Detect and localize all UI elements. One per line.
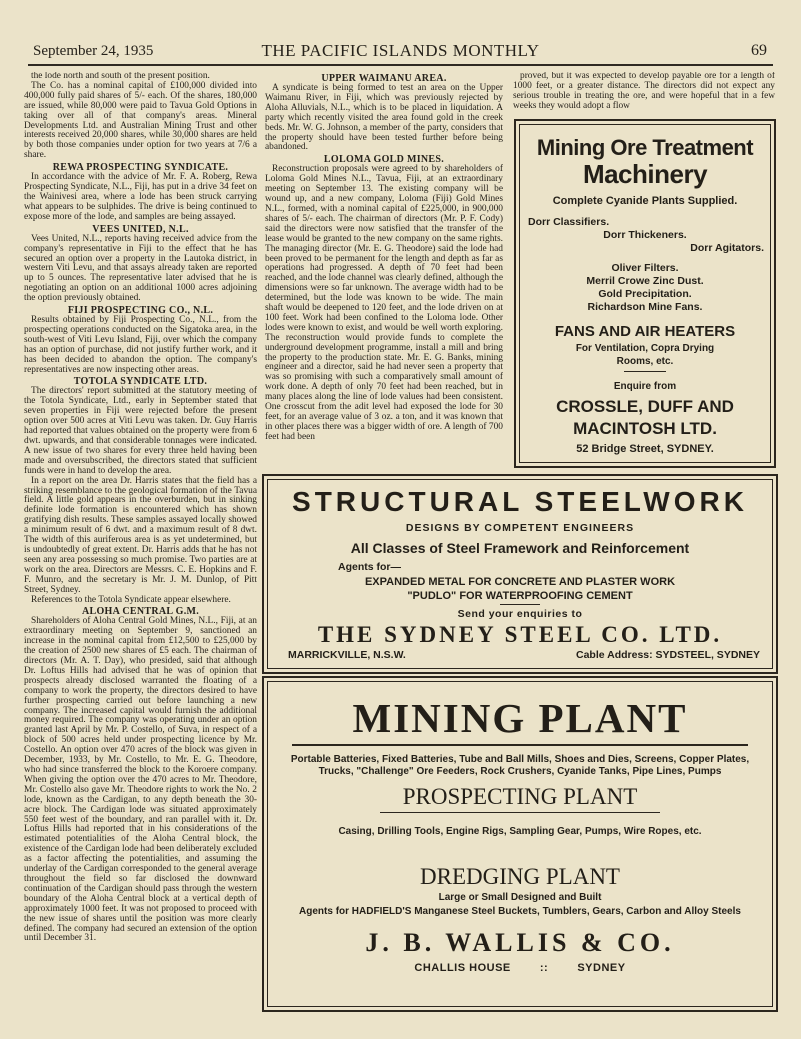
advert-company: CROSSLE, DUFF AND <box>556 397 734 416</box>
advert-heading: Mining Ore Treatment <box>536 135 754 160</box>
advert-heading: DREDGING PLANT <box>420 864 620 889</box>
article-paragraph: Reconstruction proposals were agreed to by shareholders of Loloma Gold Mines N.L., Tavua, Fiji, at an extraordinary meeting on September 13. The existing company will be wound up, and a new company, Loloma (Fiji) Gold Mines N.L., formed, with a nominal capital of £225,000, in 900,000 shares of 5/- each. The chairman of directors (Mr. P. F. Cody) said the directors were now satisfied that the transfer of the lease would be granted to the new company on the same rights. The managing director (Mr. E. G. Theodore) said the lode had been proved to be permanent for the length and depth as far as operations had progressed. A depth of 70 feet had been reached, and the lode channel was clearly defined, although the dimensions were so far unknown. The average width had to be determined, but the lode was known to be wide. The main shaft would be deepened to 120 feet, and the lode driven on at 100 feet. Work had been confined to the Loloma lode. Other lodes were known to exist, and would be well worth exploring. The reconstruction would provide funds to complete the underground development programme, install a mill and bring the property to the production state. Mr. E. G. Banks, mining engineer and a director, said he had never seen a property that was so promising with such a comparatively small amount of work done. A depth of only 70 feet had been reached, but in many places along the line of lode values had been consistent. One crosscut from the adit level had exposed the lode for 30 feet, for an average value of 3 oz. a ton, and it was known that in other places there was a bigger width of ore. A length of 700 feet had been <box>265 164 503 442</box>
journal-title: THE PACIFIC ISLANDS MONTHLY <box>261 41 540 60</box>
article-paragraph: Vees United, N.L., reports having received advice from the company's representative in Fiji to the effect that he has secured an option over a property in the Lautoka district, in western Viti Levu, and that assays already taken are reported up to 5 ounces. The representative later advised that he is negotiating an option on an additional 1000 acres adjoining the option previously obtained. <box>24 233 257 304</box>
advert-text: Large or Small Designed and Built <box>438 892 602 903</box>
advert-crossle-duff <box>514 119 776 468</box>
article-paragraph: Results obtained by Fiji Prospecting Co., N.L., from the prospecting operations conducted on the Sigatoka area, in the south-west of Viti Levu Island, Fiji, over which the company has an option of purchase, did not justify further work, and it has been decided to abandon the option. The company's representatives are now inspecting other areas. <box>24 315 257 375</box>
advert-item: Oliver Filters. <box>611 262 679 274</box>
advert-text: Agents for— <box>338 561 401 573</box>
issue-date: September 24, 1935 <box>33 43 154 59</box>
advert-heading: Machinery <box>582 159 708 189</box>
advert-text: Casing, Drilling Tools, Engine Rigs, Sampling Gear, Pumps, Wire Ropes, etc. <box>338 826 702 837</box>
advert-item: Dorr Agitators. <box>690 242 764 254</box>
advert-item: Dorr Classifiers. <box>528 216 610 228</box>
advert-subheading: Complete Cyanide Plants Supplied. <box>552 195 738 207</box>
advert-address <box>264 962 776 974</box>
advert-text: "PUDLO" FOR WATERPROOFING CEMENT <box>407 590 633 602</box>
advert-heading: PROSPECTING PLANT <box>402 784 638 809</box>
advert-heading: FANS AND AIR HEATERS <box>554 323 736 340</box>
article-heading: UPPER WAIMANU AREA. <box>321 73 447 84</box>
article-heading: ALOHA CENTRAL G.M. <box>81 606 200 618</box>
advert-divider <box>624 371 666 372</box>
advert-text: Send your enquiries to <box>457 608 583 620</box>
advert-heading: STRUCTURAL STEELWORK <box>292 486 748 517</box>
advert-heading: MINING PLANT <box>352 695 688 741</box>
advert-item: Richardson Mine Fans. <box>587 301 703 313</box>
article-paragraph: In accordance with the advice of Mr. F. A. Roberg, Rewa Prospecting Syndicate, N.L., Fiji, has put in a drive 34 feet on the Wainivesi area, where a lode has been struck carrying what appears to be sulphides. The drive is being continued to expose more of the lode, and samples are being assayed. <box>24 172 257 222</box>
article-heading: LOLOMA GOLD MINES. <box>323 154 445 166</box>
advert-cable-address: Cable Address: SYDSTEEL, SYDNEY <box>576 649 760 661</box>
advert-text: Portable Batteries, Fixed Batteries, Tube and Ball Mills, Shoes and Dies, Screens, Copper Plates, Trucks, "Challenge" Ore Feeders, Rock Crushers, Cyanide Tanks, Pipe Lines, Pumps <box>290 754 750 777</box>
advert-city: SYDNEY <box>577 962 626 974</box>
advert-text: All Classes of Steel Framework and Reinforcement <box>350 540 690 556</box>
column-left <box>24 72 257 1024</box>
advert-text: Rooms, etc. <box>616 356 674 367</box>
advert-divider <box>380 812 660 813</box>
advert-text: EXPANDED METAL FOR CONCRETE AND PLASTER WORK <box>364 576 676 588</box>
advert-text: Enquire from <box>613 381 677 392</box>
column-right <box>513 72 775 120</box>
article-paragraph: The directors' report submitted at the statutory meeting of the Totola Syndicate, Ltd., early in September stated that seven properties in Fiji were rejected before the present option over 500 acres at Viti Levu was taken. Dr. Guy Harris had reported that values obtained on the property were from 6 dwt. upwards, and that considerable tonnages were indicated. A new issue of two shares for every three held having been made and oversubscribed, the directors stated that sufficient funds were in hand to develop the area. <box>24 386 257 476</box>
article-paragraph: References to the Totola Syndicate appear elsewhere. <box>31 594 231 605</box>
article-paragraph: The Co. has a nominal capital of £100,000 divided into 400,000 fully paid shares of 5/- each. Of the shares, 180,000 are issued, while 80,000 were paid to Tavua Gold Options in taking over all of that company's areas. Mineral Developments Ltd. and Australian Mining Trust and other interests received 20,000 shares, while 30,000 shares are held by both those companies under option for two years at 7/6 a share. <box>24 80 257 161</box>
advert-subheading: DESIGNS BY COMPETENT ENGINEERS <box>405 522 635 534</box>
article-paragraph: proved, but it was expected to develop payable ore for a length of 1000 feet, or a greater distance. The directors did not expect any serious trouble in treating the ore, and were hopeful that in a few weeks they would adopt a flow <box>513 72 775 111</box>
article-paragraph: In a report on the area Dr. Harris states that the field has a striking resemblance to the geological formation of the Tavua field. A little gold appears in the overburden, but in sinking definite lode formation is encountered which has shown gratifying dish results. These samples assayed locally showed a minimum result of 6 dwt. and a maximum result of 8 dwt. The width of this auriferous area is as yet undetermined, but is undoubtedly of great extent. Dr. Harris adds that he has not seen any area possessing so much promise. Two parties are at work on the area. Directors are Messrs. C. E. Hopkins and F. F. Munro, and the secretary is Mr. J. M. Dunlop, of Pitt Street, Sydney. <box>24 475 257 595</box>
advert-item: Merril Crowe Zinc Dust. <box>586 275 704 287</box>
advert-company: MACINTOSH LTD. <box>573 419 717 438</box>
advert-address: 52 Bridge Street, SYDNEY. <box>576 443 714 455</box>
page-number: 69 <box>751 42 767 59</box>
advert-company: J. B. WALLIS & CO. <box>365 928 675 957</box>
advert-company: THE SYDNEY STEEL CO. LTD. <box>317 622 723 647</box>
article-heading: REWA PROSPECTING SYNDICATE. <box>52 162 229 174</box>
advert-building: CHALLIS HOUSE <box>414 962 511 974</box>
advert-address: MARRICKVILLE, N.S.W. <box>288 649 406 661</box>
article-paragraph: the lode north and south of the present position. <box>31 72 210 81</box>
advert-wallis <box>262 676 778 1012</box>
article-paragraph: A syndicate is being formed to test an area on the Upper Waimanu River, in Fiji, which was previously rejected by Aloha Alluvials, N.L., which is to be placed in liquidation. A party which recently visited the area found gold in the creek beds. Mr. W. G. Johnson, a member of the party, considers that the property should have been tested further before being abandoned. <box>265 83 503 153</box>
advert-item: Gold Precipitation. <box>598 288 692 300</box>
advert-text: For Ventilation, Copra Drying <box>575 343 715 354</box>
article-heading: FIJI PROSPECTING CO., N.L. <box>67 305 214 317</box>
advert-text: Agents for HADFIELD'S Manganese Steel Buckets, Tumblers, Gears, Carbon and Alloy Steels <box>299 906 741 917</box>
advert-item: Dorr Thickeners. <box>603 229 687 241</box>
advert-divider <box>500 604 540 605</box>
advert-sydney-steel <box>262 474 778 674</box>
advert-divider <box>292 744 748 746</box>
advert-separator: :: <box>539 962 549 974</box>
page-header <box>28 40 773 66</box>
column-middle <box>265 72 503 472</box>
article-paragraph: Shareholders of Aloha Central Gold Mines, N.L., Fiji, at an extraordinary meeting on September 9, sanctioned an increase in the nominal capital from £12,500 to £25,000 by the creation of 2500 new shares of £5 each. The chairman of directors (Mr. A. T. Day), who presided, said that although Dr. Loftus Hills had advised that he was of opinion that prospects already disclosed warranted the floating of a company to work the property, the directors desired to have further prospecting carried out before launching a new company. The increased capital would furnish the additional money required. The company was operating under an option granted last April by Mr. P. Costello, of Suva, in respect of a block of 500 acres held under prospecting licence by Mr. Costello. An option over 470 acres of the block was given in December, 1933, by Mr. Costello, to Mr. E. G. Theodore, who had since transferred the block to the Koroere company. When giving the option over the 470 acres to Mr. Theodore, Mr. Costello also gave Mr. Theodore rights to work the No. 2 lode, known as the Cardigan, to any depth beneath the 30-acre block. The Cardigan lode was situated approximately 550 feet west of the boundary, and ran parallel with it. Dr. Loftus Hills had reported that in his considerations of the estimated potentialities of the Aloha Central block, the existence of the Cardigan lode had been deliberately excluded as a factor affecting the potentialities, and assuming the underlay of the Cardigan corresponded to the general average throughout the field so far disclosed the downward continuation of the Cardigan should pass through the western boundary of the Aloha Central block at a vertical depth of approximately 1000 feet. It was not proposed to proceed with the new issue of shares until the position was more clearly defined. The company had secured an extension of the option until December 31. <box>24 616 257 944</box>
article-heading: VEES UNITED, N.L. <box>92 223 189 235</box>
article-heading: TOTOLA SYNDICATE LTD. <box>73 376 208 388</box>
